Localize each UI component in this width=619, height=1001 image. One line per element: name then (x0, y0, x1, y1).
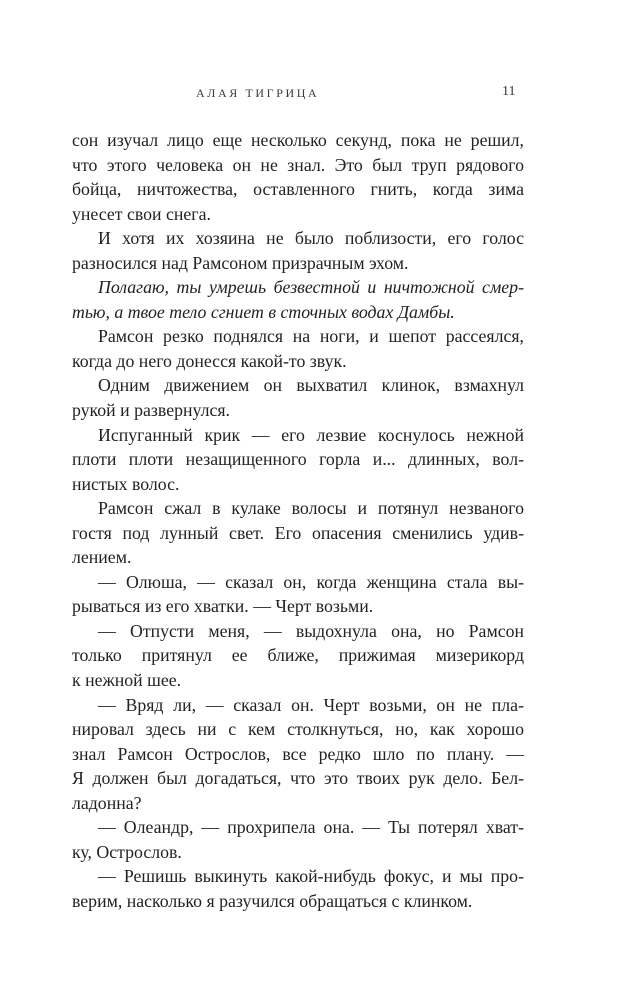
text-line: рукой и развернулся. (72, 400, 230, 421)
text-line: лением. (72, 547, 132, 568)
text-line: верим, насколько я разучился обращаться с клинком. (72, 890, 473, 911)
text-line: — Олюша, — сказал он, когда женщина стала вы- (98, 571, 524, 592)
text-line: И хотя их хозяина не было поблизости, его голос (98, 228, 524, 249)
text-line: нистых волос. (72, 473, 180, 494)
text-line: разносился над Рамсоном призрачным эхом. (72, 252, 409, 273)
text-line: плоти плоти незащищенного горла и... длинных, вол- (72, 449, 524, 470)
text-line: Рамсон сжал в кулаке волосы и потянул незваного (98, 498, 524, 519)
text-line: нировал здесь ни с кем столкнуться, но, как хорошо (72, 719, 524, 740)
text-line: — Решишь выкинуть какой-нибудь фокус, и мы про- (98, 866, 524, 887)
text-line: унесет свои снега. (72, 203, 211, 224)
text-line: гостя под лунный свет. Его опасения сменились удив- (72, 522, 524, 543)
text-line: сон изучал лицо еще несколько секунд, пока не решил, (72, 130, 524, 150)
text-line: Рамсон резко поднялся на ноги, и шепот рассеялся, (98, 326, 524, 347)
text-line: когда до него донесся какой-то звук. (72, 350, 347, 371)
text-line: бойца, ничтожества, оставленного гнить, когда зима (72, 179, 524, 200)
text-line: что этого человека он не знал. Это был труп рядового (72, 154, 524, 175)
text-line: знал Рамсон Острослов, все редко шло по плану. — (72, 743, 524, 764)
text-line: тью, а твое тело сгниет в сточных водах Дамбы. (72, 301, 455, 322)
text-line: — Олеандр, — прохрипела она. — Ты потерял хват- (98, 817, 524, 838)
text-line: рываться из его хватки. — Черт возьми. (72, 596, 374, 617)
text-line: только притянул ее ближе, прижимая мизерикорд (72, 645, 524, 666)
text-line: ку, Острослов. (72, 841, 182, 862)
text-line: — Вряд ли, — сказал он. Черт возьми, он не пла- (98, 694, 524, 715)
running-title: АЛАЯ ТИГРИЦА (196, 86, 320, 100)
text-line: Испуганный крик — его лезвие коснулось нежной (98, 424, 524, 445)
text-line: к нежной шее. (72, 670, 182, 691)
text-line: Одним движением он выхватил клинок, взмахнул (98, 375, 524, 396)
text-line: — Отпусти меня, — выдохнула она, но Рамсон (98, 620, 524, 641)
body-text (72, 128, 524, 914)
text-line: Полагаю, ты умрешь безвестной и ничтожной смер- (98, 277, 524, 298)
text-line: ладонна? (72, 792, 142, 813)
text-line: Я должен был догадаться, что это твоих рук дело. Бел- (72, 768, 524, 789)
page-number: 11 (502, 84, 516, 99)
